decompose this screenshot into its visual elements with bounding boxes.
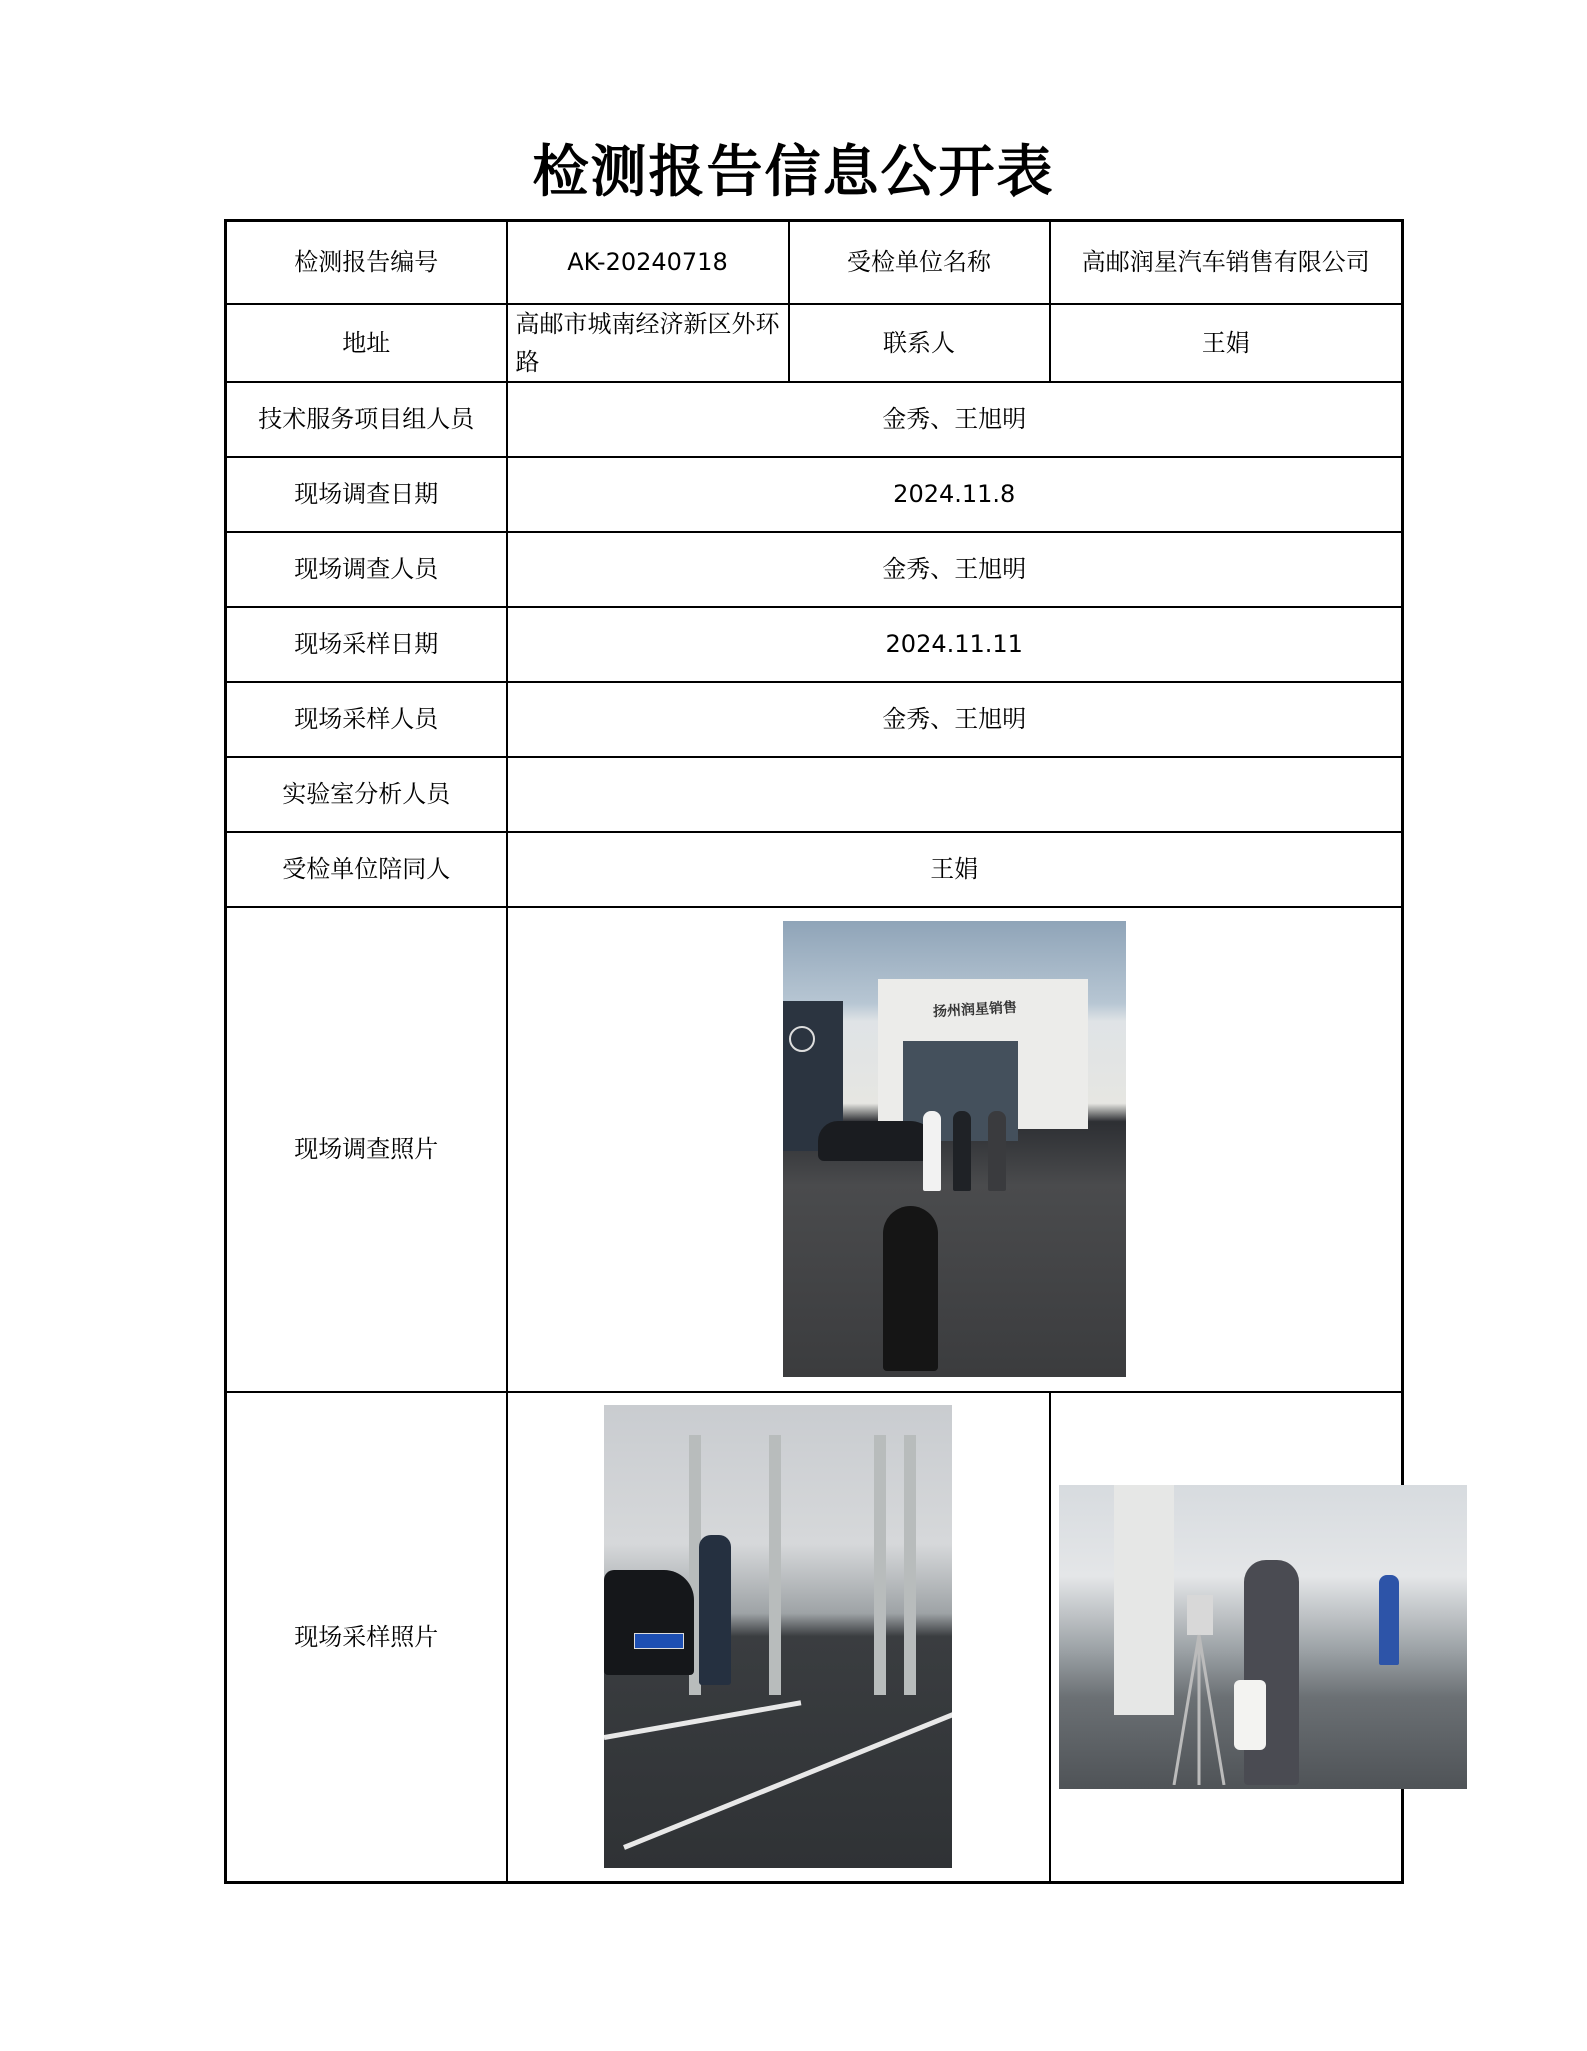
sample-staff-value: 金秀、王旭明 xyxy=(507,682,1403,757)
table-row xyxy=(226,607,1403,682)
lab-value xyxy=(507,757,1403,832)
table-row xyxy=(226,907,1403,1392)
escort-label: 受检单位陪同人 xyxy=(226,832,507,907)
unit-value: 高邮润星汽车销售有限公司 xyxy=(1050,221,1403,304)
unit-label: 受检单位名称 xyxy=(789,221,1050,304)
sample-photo-cell-2 xyxy=(1050,1392,1403,1883)
sample-photo-2 xyxy=(1059,1485,1467,1789)
sample-photo-label: 现场采样照片 xyxy=(226,1392,507,1883)
sample-date-label: 现场采样日期 xyxy=(226,607,507,682)
survey-photo-cell xyxy=(507,907,1403,1392)
report-no-value: AK-20240718 xyxy=(507,221,789,304)
team-label: 技术服务项目组人员 xyxy=(226,382,507,457)
contact-value: 王娟 xyxy=(1050,304,1403,382)
sample-photo-cell-1 xyxy=(507,1392,1050,1883)
tripod-icon xyxy=(1169,1595,1229,1785)
survey-photo-label: 现场调查照片 xyxy=(226,907,507,1392)
table-row xyxy=(226,304,1403,382)
table-row xyxy=(226,532,1403,607)
info-table xyxy=(224,219,1404,1884)
survey-staff-value: 金秀、王旭明 xyxy=(507,532,1403,607)
escort-value: 王娟 xyxy=(507,832,1403,907)
survey-photo xyxy=(783,921,1126,1377)
team-value: 金秀、王旭明 xyxy=(507,382,1403,457)
vw-logo-icon xyxy=(789,1026,815,1052)
table-row xyxy=(226,457,1403,532)
report-no-label: 检测报告编号 xyxy=(226,221,507,304)
lab-label: 实验室分析人员 xyxy=(226,757,507,832)
table-row xyxy=(226,221,1403,304)
table-row xyxy=(226,682,1403,757)
sample-date-value: 2024.11.11 xyxy=(507,607,1403,682)
survey-photo-sign: 扬州润星销售 xyxy=(932,999,1018,1021)
survey-date-value: 2024.11.8 xyxy=(507,457,1403,532)
survey-staff-label: 现场调查人员 xyxy=(226,532,507,607)
survey-date-label: 现场调查日期 xyxy=(226,457,507,532)
sample-staff-label: 现场采样人员 xyxy=(226,682,507,757)
table-row xyxy=(226,757,1403,832)
address-value: 高邮市城南经济新区外环路 xyxy=(507,304,789,382)
table-row xyxy=(226,382,1403,457)
contact-label: 联系人 xyxy=(789,304,1050,382)
table-row xyxy=(226,832,1403,907)
table-row xyxy=(226,1392,1403,1883)
page-title: 检测报告信息公开表 xyxy=(532,140,1055,205)
sample-photo-1 xyxy=(604,1405,952,1868)
address-label: 地址 xyxy=(226,304,507,382)
